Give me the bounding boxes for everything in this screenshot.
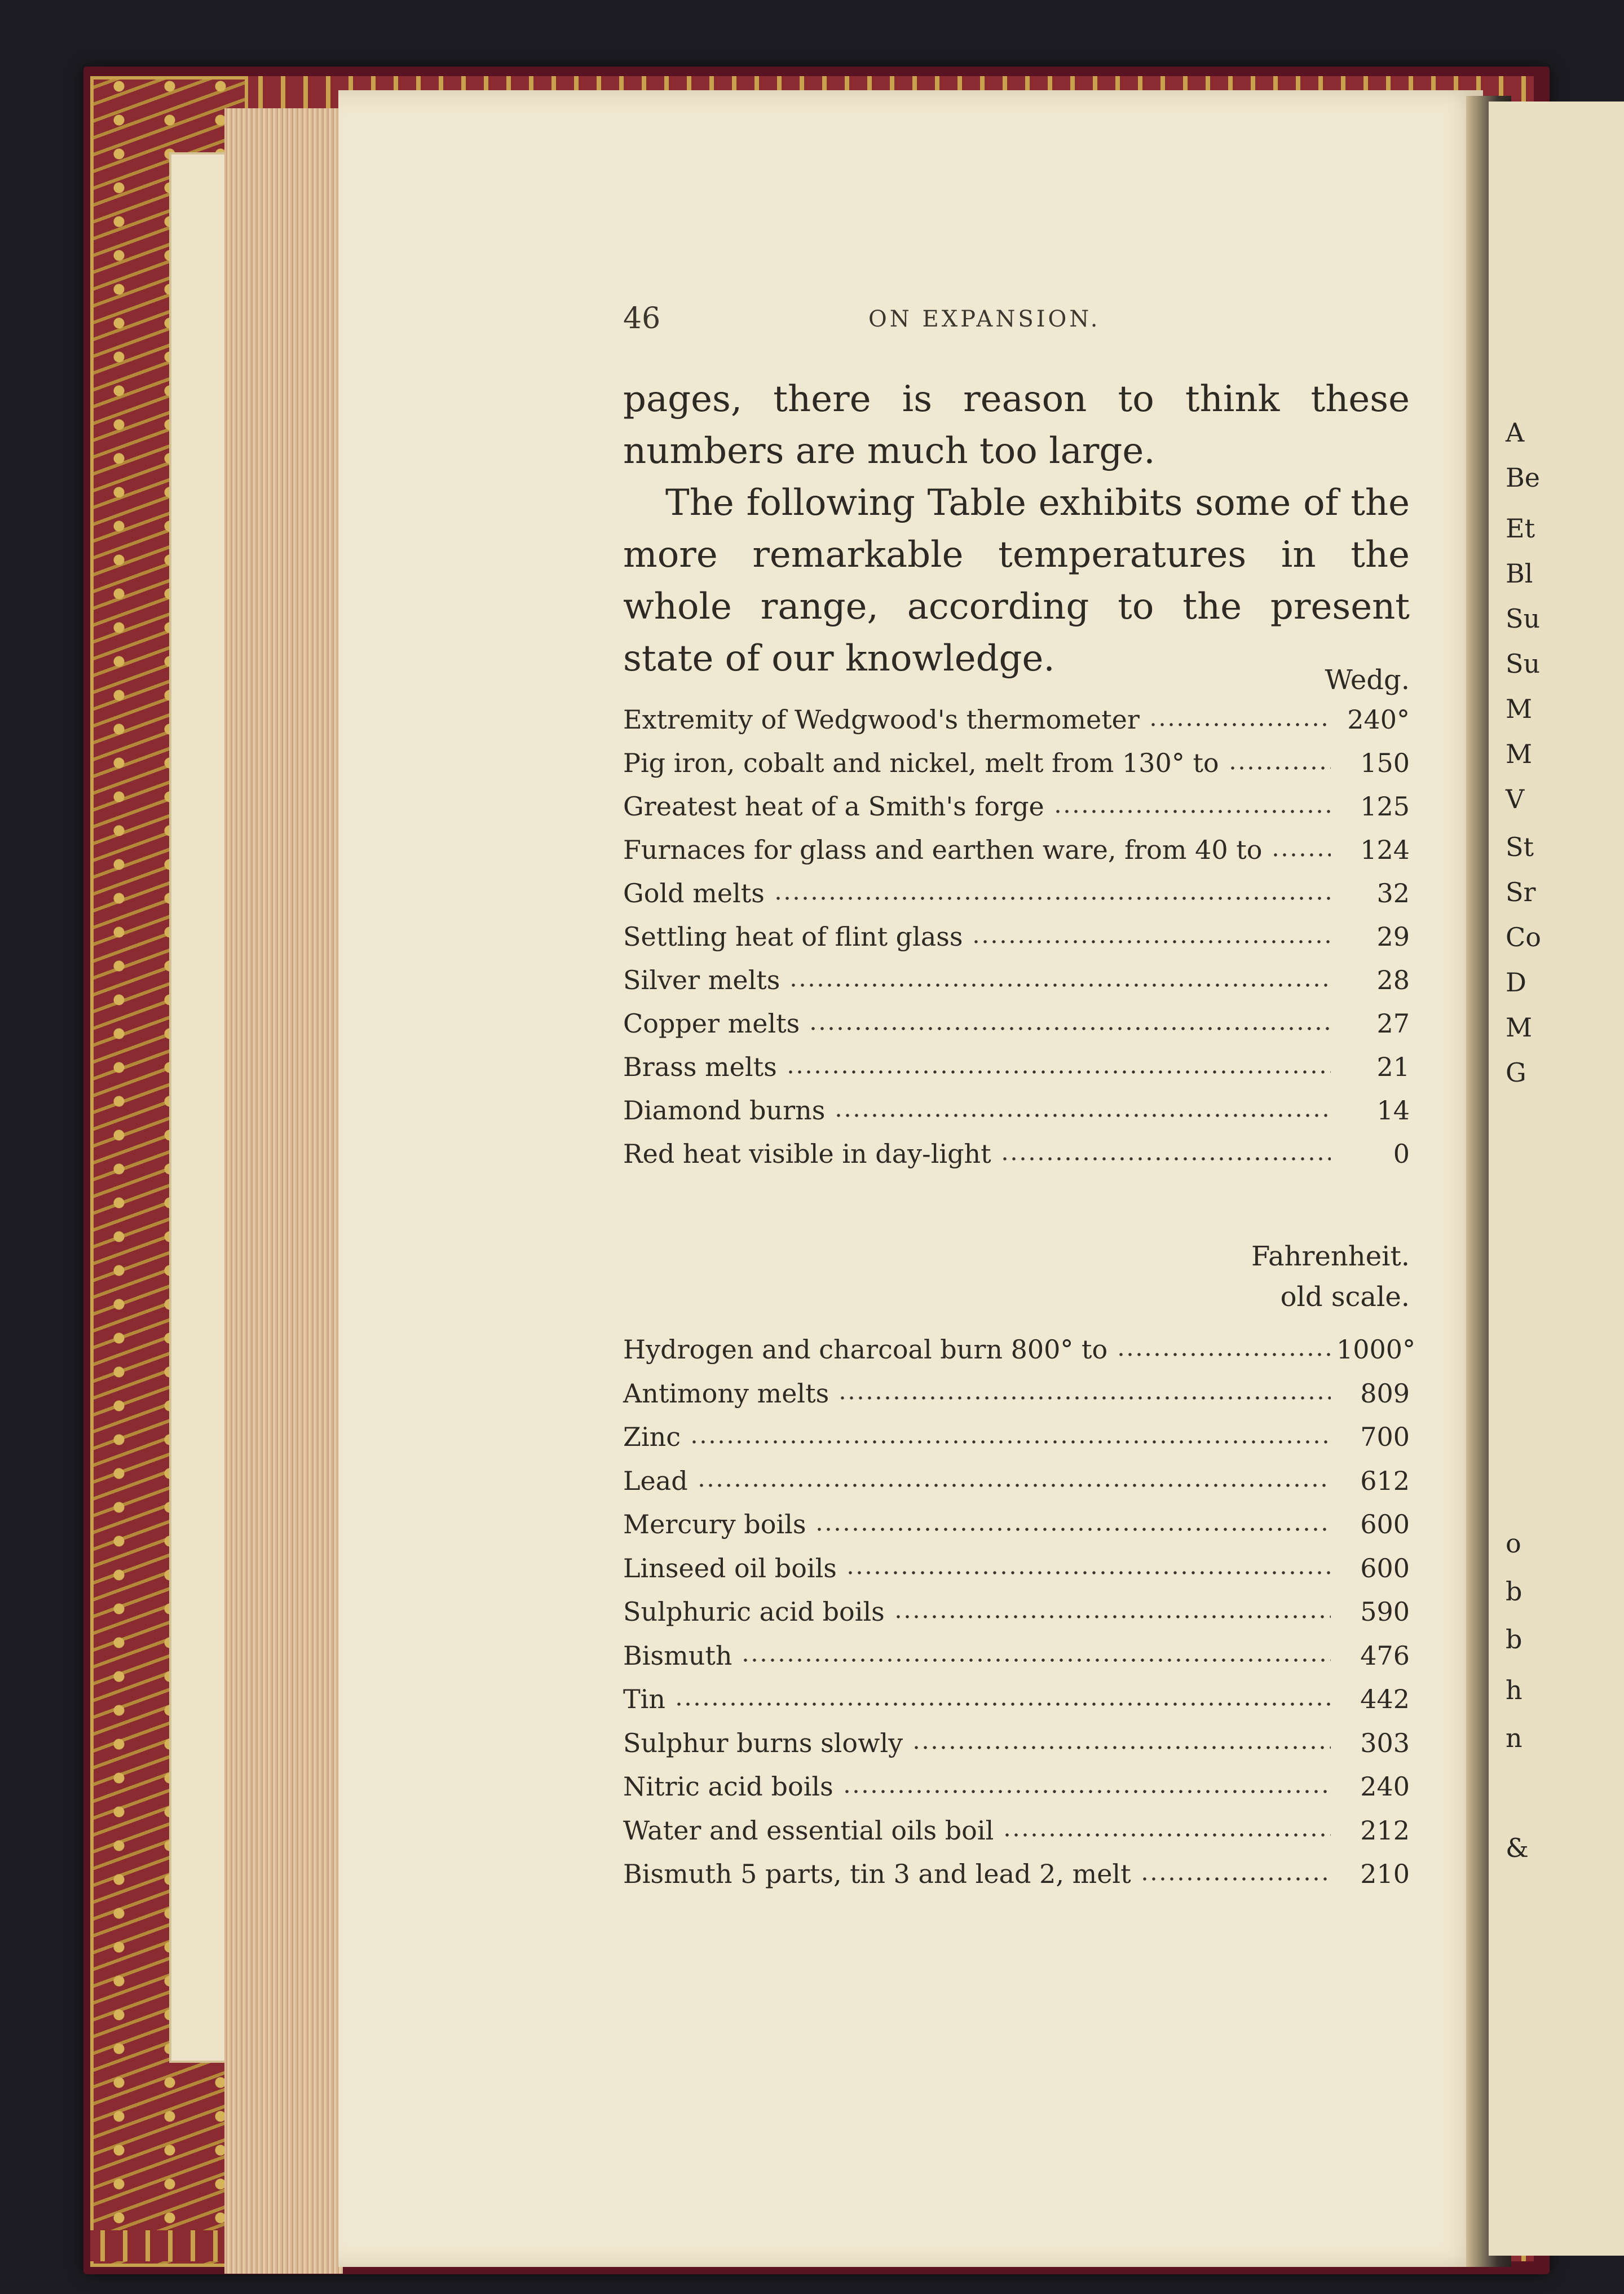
table-row	[623, 698, 1410, 742]
row-label: Diamond burns	[623, 1095, 826, 1126]
dot-leader	[674, 1701, 1331, 1707]
row-label: Nitric acid boils	[623, 1771, 833, 1802]
table-row	[623, 1328, 1416, 1372]
fahrenheit-unit-label: Fahrenheit.	[1251, 1241, 1410, 1272]
facing-page-fragment: Bl	[1506, 558, 1533, 589]
dot-leader	[815, 1527, 1331, 1532]
row-value: 590	[1360, 1596, 1410, 1627]
row-label: Greatest heat of a Smith's forge	[623, 791, 1044, 822]
dot-leader	[838, 1395, 1331, 1401]
facing-page-fragment: b	[1506, 1624, 1522, 1655]
dot-leader	[774, 895, 1331, 901]
row-label: Red heat visible in day-light	[623, 1139, 991, 1169]
table-row	[623, 959, 1410, 1002]
row-label: Mercury boils	[623, 1509, 806, 1539]
table-row	[623, 742, 1410, 785]
row-value: 32	[1376, 878, 1410, 908]
table-row	[623, 1503, 1410, 1547]
row-value: 612	[1360, 1465, 1410, 1496]
wedgwood-unit-label: Wedg.	[1325, 664, 1410, 696]
facing-page-fragment: D	[1506, 967, 1526, 998]
row-label: Silver melts	[623, 965, 780, 995]
row-label: Furnaces for glass and earthen ware, from 40 to	[623, 835, 1263, 865]
row-label: Gold melts	[623, 878, 765, 908]
dot-leader	[809, 1026, 1331, 1031]
facing-page-fragment: Be	[1506, 462, 1541, 493]
row-value: 303	[1360, 1727, 1410, 1758]
dot-leader	[846, 1570, 1331, 1576]
facing-page-fragment: Su	[1506, 649, 1541, 679]
dot-leader	[894, 1614, 1331, 1620]
row-value: 124	[1360, 835, 1410, 865]
table-row	[623, 1415, 1410, 1459]
row-label: Hydrogen and charcoal burn 800° to	[623, 1334, 1108, 1365]
dot-leader	[1000, 1156, 1331, 1162]
table-row	[623, 1132, 1410, 1176]
dot-leader	[912, 1745, 1331, 1750]
running-title: ON EXPANSION.	[868, 306, 1101, 332]
row-value: 29	[1376, 921, 1410, 952]
facing-page-fragment: n	[1506, 1723, 1522, 1753]
facing-page-fragment: &	[1506, 1833, 1529, 1863]
row-value: 125	[1360, 791, 1410, 822]
table-row	[623, 828, 1410, 872]
table-row	[623, 1678, 1410, 1722]
row-value: 442	[1360, 1684, 1410, 1714]
row-value: 150	[1360, 748, 1410, 778]
facing-page-fragment: Et	[1506, 513, 1535, 544]
row-value: 240°	[1347, 704, 1410, 735]
table-row	[623, 1634, 1410, 1678]
row-label: Water and essential oils boil	[623, 1815, 994, 1846]
table-row	[623, 1765, 1410, 1809]
dot-leader	[1149, 722, 1331, 727]
row-value: 476	[1360, 1640, 1410, 1671]
row-label: Bismuth	[623, 1640, 732, 1671]
table-row	[623, 1590, 1410, 1634]
row-value: 27	[1376, 1008, 1410, 1039]
row-value: 0	[1393, 1139, 1410, 1169]
row-label: Copper melts	[623, 1008, 800, 1039]
row-value: 809	[1360, 1378, 1410, 1409]
row-value: 28	[1376, 965, 1410, 995]
facing-page	[1489, 102, 1624, 2256]
row-label: Extremity of Wedgwood's thermometer	[623, 704, 1140, 735]
table-row	[623, 872, 1410, 915]
facing-page-fragment: o	[1506, 1528, 1521, 1559]
dot-leader	[697, 1483, 1331, 1488]
facing-page-fragment: V	[1506, 784, 1525, 814]
dot-leader	[1271, 852, 1331, 858]
body-text	[623, 373, 1410, 685]
fahrenheit-scale-label: old scale.	[1280, 1281, 1410, 1313]
row-label: Lead	[623, 1465, 688, 1496]
dot-leader	[789, 982, 1331, 988]
dot-leader	[1116, 1352, 1331, 1357]
dot-leader	[842, 1789, 1331, 1794]
facing-page-fragment: St	[1506, 832, 1534, 862]
wedgwood-table	[623, 698, 1410, 1176]
dot-leader	[690, 1439, 1331, 1445]
table-row	[623, 785, 1410, 828]
table-row	[623, 1852, 1410, 1896]
facing-page-fragment: G	[1506, 1057, 1526, 1088]
facing-page-fragment: M	[1506, 694, 1533, 724]
row-value: 212	[1360, 1815, 1410, 1846]
table-row	[623, 915, 1410, 959]
page-number: 46	[623, 302, 661, 336]
table-row	[623, 1372, 1410, 1416]
page-header	[623, 302, 1413, 341]
row-value: 1000°	[1336, 1334, 1416, 1365]
row-label: Brass melts	[623, 1052, 777, 1082]
table-row	[623, 1089, 1410, 1132]
facing-page-fragment: M	[1506, 739, 1533, 769]
row-value: 600	[1360, 1552, 1410, 1583]
page-edges	[224, 108, 343, 2274]
row-label: Linseed oil boils	[623, 1552, 837, 1583]
dot-leader	[1228, 765, 1331, 771]
facing-page-fragment: h	[1506, 1675, 1522, 1705]
table-row	[623, 1045, 1410, 1089]
paragraph-intro: The following Table exhibits some of the more remarkable temperatures in the whole range, according to the present state of our knowledge.	[623, 482, 1410, 680]
facing-page-fragment: A	[1506, 417, 1525, 448]
row-label: Antimony melts	[623, 1378, 829, 1409]
row-value: 14	[1376, 1095, 1410, 1126]
table-row	[623, 1809, 1410, 1853]
facing-page-fragment: Co	[1506, 922, 1541, 952]
row-label: Sulphur burns slowly	[623, 1727, 903, 1758]
dot-leader	[834, 1113, 1331, 1118]
dot-leader	[1140, 1876, 1331, 1882]
row-value: 21	[1376, 1052, 1410, 1082]
row-label: Bismuth 5 parts, tin 3 and lead 2, melt	[623, 1859, 1131, 1889]
row-label: Tin	[623, 1684, 666, 1714]
table-row	[623, 1547, 1410, 1591]
row-value: 600	[1360, 1509, 1410, 1539]
facing-page-fragment: b	[1506, 1576, 1522, 1607]
dot-leader	[1003, 1832, 1331, 1838]
table-row	[623, 1459, 1410, 1503]
paragraph-continued: pages, there is reason to think these numbers are much too large.	[623, 378, 1410, 472]
table-row	[623, 1722, 1410, 1766]
table-row	[623, 1002, 1410, 1045]
facing-page-fragment: Su	[1506, 603, 1541, 634]
row-label: Pig iron, cobalt and nickel, melt from 130° to	[623, 748, 1219, 778]
fahrenheit-table	[623, 1328, 1416, 1896]
row-value: 210	[1360, 1859, 1410, 1889]
facing-page-fragment: M	[1506, 1012, 1533, 1043]
row-value: 700	[1360, 1422, 1410, 1452]
dot-leader	[786, 1069, 1331, 1075]
row-label: Sulphuric acid boils	[623, 1596, 885, 1627]
dot-leader	[741, 1657, 1331, 1663]
row-value: 240	[1360, 1771, 1410, 1802]
dot-leader	[1053, 809, 1331, 814]
dot-leader	[972, 939, 1331, 945]
row-label: Settling heat of flint glass	[623, 921, 963, 952]
row-label: Zinc	[623, 1422, 681, 1452]
facing-page-fragment: Sr	[1506, 877, 1536, 907]
